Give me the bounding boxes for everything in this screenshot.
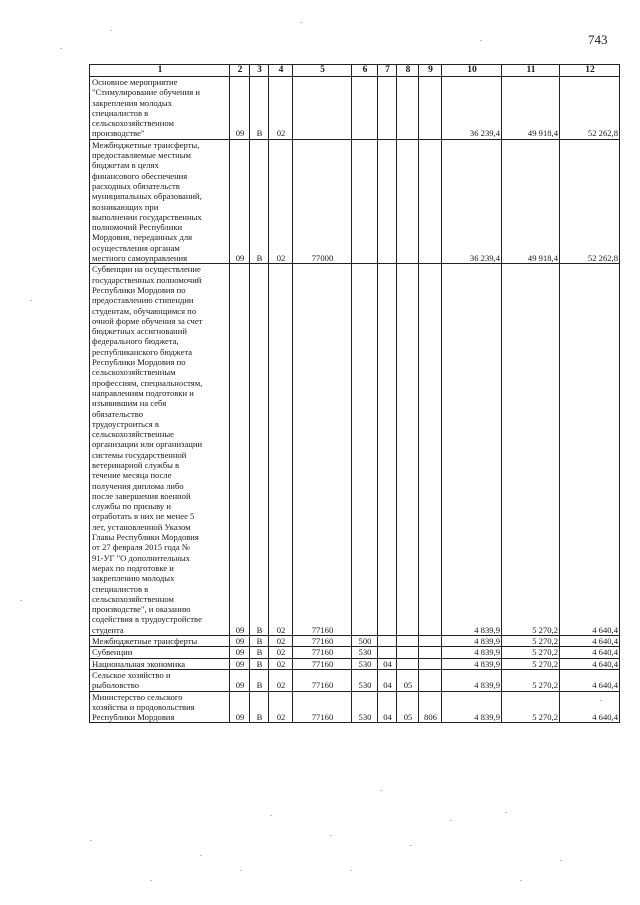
- amount-cell: 4 839,9: [442, 636, 502, 647]
- speck: [90, 840, 92, 841]
- code-cell: В: [250, 636, 269, 647]
- header-row: [90, 65, 620, 77]
- code-cell: 02: [269, 77, 293, 140]
- speck: [560, 860, 562, 861]
- code-cell: 09: [230, 77, 250, 140]
- code-cell: 04: [378, 658, 397, 669]
- amount-cell: 4 640,4: [560, 264, 620, 636]
- speck: [30, 300, 32, 301]
- page-number: 743: [588, 32, 608, 47]
- speck: [330, 835, 332, 836]
- code-cell: 806: [419, 691, 442, 723]
- column-header-12: 12: [560, 65, 620, 77]
- code-cell: [419, 77, 442, 140]
- table-row: [90, 658, 620, 669]
- code-cell: 09: [230, 658, 250, 669]
- code-cell: 04: [378, 691, 397, 723]
- amount-cell: 5 270,2: [502, 647, 560, 658]
- code-cell: [419, 636, 442, 647]
- code-cell: 530: [352, 669, 378, 691]
- code-cell: 09: [230, 669, 250, 691]
- amount-cell: 5 270,2: [502, 691, 560, 723]
- code-cell: 530: [352, 691, 378, 723]
- code-cell: 77160: [293, 658, 352, 669]
- code-cell: [378, 264, 397, 636]
- code-cell: 02: [269, 691, 293, 723]
- code-cell: 02: [269, 139, 293, 264]
- code-cell: В: [250, 647, 269, 658]
- column-header-3: 3: [250, 65, 269, 77]
- amount-cell: 4 839,9: [442, 647, 502, 658]
- speck: [410, 845, 412, 846]
- code-cell: 02: [269, 647, 293, 658]
- column-header-8: 8: [397, 65, 419, 77]
- code-cell: В: [250, 669, 269, 691]
- code-cell: 77000: [293, 139, 352, 264]
- code-cell: [378, 647, 397, 658]
- speck: [380, 790, 382, 791]
- code-cell: В: [250, 658, 269, 669]
- code-cell: 77160: [293, 636, 352, 647]
- table-row: [90, 77, 620, 140]
- code-cell: В: [250, 691, 269, 723]
- table-row: [90, 264, 620, 636]
- code-cell: [378, 139, 397, 264]
- amount-cell: 4 640,4: [560, 669, 620, 691]
- column-header-1: 1: [90, 65, 230, 77]
- speck: [600, 700, 602, 701]
- code-cell: [397, 77, 419, 140]
- code-cell: 09: [230, 691, 250, 723]
- amount-cell: 52 262,8: [560, 139, 620, 264]
- code-cell: 77160: [293, 691, 352, 723]
- code-cell: 530: [352, 658, 378, 669]
- speck: [300, 22, 302, 23]
- column-header-9: 9: [419, 65, 442, 77]
- code-cell: [293, 77, 352, 140]
- code-cell: [419, 658, 442, 669]
- amount-cell: 4 839,9: [442, 658, 502, 669]
- code-cell: 02: [269, 669, 293, 691]
- code-cell: В: [250, 264, 269, 636]
- speck: [240, 870, 242, 871]
- row-name-cell: Межбюджетные трансферты: [90, 636, 230, 647]
- speck: [200, 855, 202, 856]
- column-header-5: 5: [293, 65, 352, 77]
- code-cell: 09: [230, 636, 250, 647]
- code-cell: [397, 264, 419, 636]
- code-cell: [378, 636, 397, 647]
- code-cell: 05: [397, 669, 419, 691]
- code-cell: 05: [397, 691, 419, 723]
- column-header-10: 10: [442, 65, 502, 77]
- row-name-cell: Субвенции на осуществление государственных полномочий Республики Мордовия по предоставлению стипендии студентам, обучающимся по очной форме обучения за счет бюджетных ассигнований федерального бюджета, республиканского бюджета Республики Мордовия по сельскохозяйственным профессиям, специальностям, направлениям подготовки и изъявившим на себя обязательство трудоустроиться в сельскохозяйственные организации или организации системы государственной ветеринарной службы в течение месяца после получения диплома либо после завершения военной службы по призыву и отработать в них не менее 5 лет, установленной Указом Главы Республики Мордовия от 27 февраля 2015 года № 91-УГ "О дополнительных мерах по подготовке и закреплению молодых специалистов в сельскохозяйственном производстве", и оказанию содействия в трудоустройстве студента: [90, 264, 230, 636]
- table-row: [90, 139, 620, 264]
- column-header-6: 6: [352, 65, 378, 77]
- row-name-cell: Субвенции: [90, 647, 230, 658]
- amount-cell: 4 839,9: [442, 691, 502, 723]
- code-cell: [397, 636, 419, 647]
- speck: [350, 870, 352, 871]
- code-cell: [419, 264, 442, 636]
- amount-cell: 5 270,2: [502, 669, 560, 691]
- column-header-11: 11: [502, 65, 560, 77]
- column-header-4: 4: [269, 65, 293, 77]
- code-cell: [419, 647, 442, 658]
- code-cell: 77160: [293, 264, 352, 636]
- amount-cell: 36 239,4: [442, 77, 502, 140]
- code-cell: 02: [269, 264, 293, 636]
- row-name-cell: Национальная экономика: [90, 658, 230, 669]
- code-cell: 77160: [293, 669, 352, 691]
- code-cell: 02: [269, 658, 293, 669]
- amount-cell: 4 839,9: [442, 264, 502, 636]
- amount-cell: 49 918,4: [502, 139, 560, 264]
- amount-cell: 4 640,4: [560, 658, 620, 669]
- code-cell: [419, 669, 442, 691]
- code-cell: [352, 264, 378, 636]
- speck: [520, 880, 522, 881]
- speck: [505, 812, 507, 813]
- table-row: [90, 669, 620, 691]
- budget-table: [89, 64, 620, 723]
- code-cell: [397, 647, 419, 658]
- row-name-cell: Межбюджетные трансферты, предоставляемые местным бюджетам в целях финансового обеспечения расходных обязательств муниципальных образований, возникающих при выполнении государственных полномочий Республики Мордовия, переданных для осуществления органам местного самоуправления: [90, 139, 230, 264]
- amount-cell: 5 270,2: [502, 658, 560, 669]
- speck: [150, 880, 152, 881]
- code-cell: [419, 139, 442, 264]
- amount-cell: 4 640,4: [560, 647, 620, 658]
- amount-cell: 4 640,4: [560, 691, 620, 723]
- row-name-cell: Министерство сельского хозяйства и продовольствия Республики Мордовия: [90, 691, 230, 723]
- code-cell: [378, 77, 397, 140]
- speck: [270, 815, 272, 816]
- table-row: [90, 691, 620, 723]
- speck: [110, 30, 112, 31]
- code-cell: 500: [352, 636, 378, 647]
- column-header-7: 7: [378, 65, 397, 77]
- code-cell: 530: [352, 647, 378, 658]
- amount-cell: 52 262,8: [560, 77, 620, 140]
- speck: [60, 48, 62, 49]
- column-header-2: 2: [230, 65, 250, 77]
- code-cell: 77160: [293, 647, 352, 658]
- amount-cell: 5 270,2: [502, 264, 560, 636]
- amount-cell: 49 918,4: [502, 77, 560, 140]
- table-row: [90, 636, 620, 647]
- code-cell: [397, 139, 419, 264]
- code-cell: В: [250, 139, 269, 264]
- code-cell: 09: [230, 139, 250, 264]
- speck: [20, 600, 22, 601]
- code-cell: В: [250, 77, 269, 140]
- code-cell: 09: [230, 264, 250, 636]
- amount-cell: 36 239,4: [442, 139, 502, 264]
- code-cell: 09: [230, 647, 250, 658]
- code-cell: [397, 658, 419, 669]
- code-cell: [352, 139, 378, 264]
- amount-cell: 5 270,2: [502, 636, 560, 647]
- speck: [450, 820, 452, 821]
- code-cell: 04: [378, 669, 397, 691]
- code-cell: [352, 77, 378, 140]
- speck: [480, 40, 482, 41]
- amount-cell: 4 839,9: [442, 669, 502, 691]
- code-cell: 02: [269, 636, 293, 647]
- amount-cell: 4 640,4: [560, 636, 620, 647]
- table-body: [90, 77, 620, 723]
- row-name-cell: Сельское хозяйство и рыболовство: [90, 669, 230, 691]
- table-row: [90, 647, 620, 658]
- row-name-cell: Основное мероприятие "Стимулирование обучения и закрепления молодых специалистов в сельскохозяйственном производстве": [90, 77, 230, 140]
